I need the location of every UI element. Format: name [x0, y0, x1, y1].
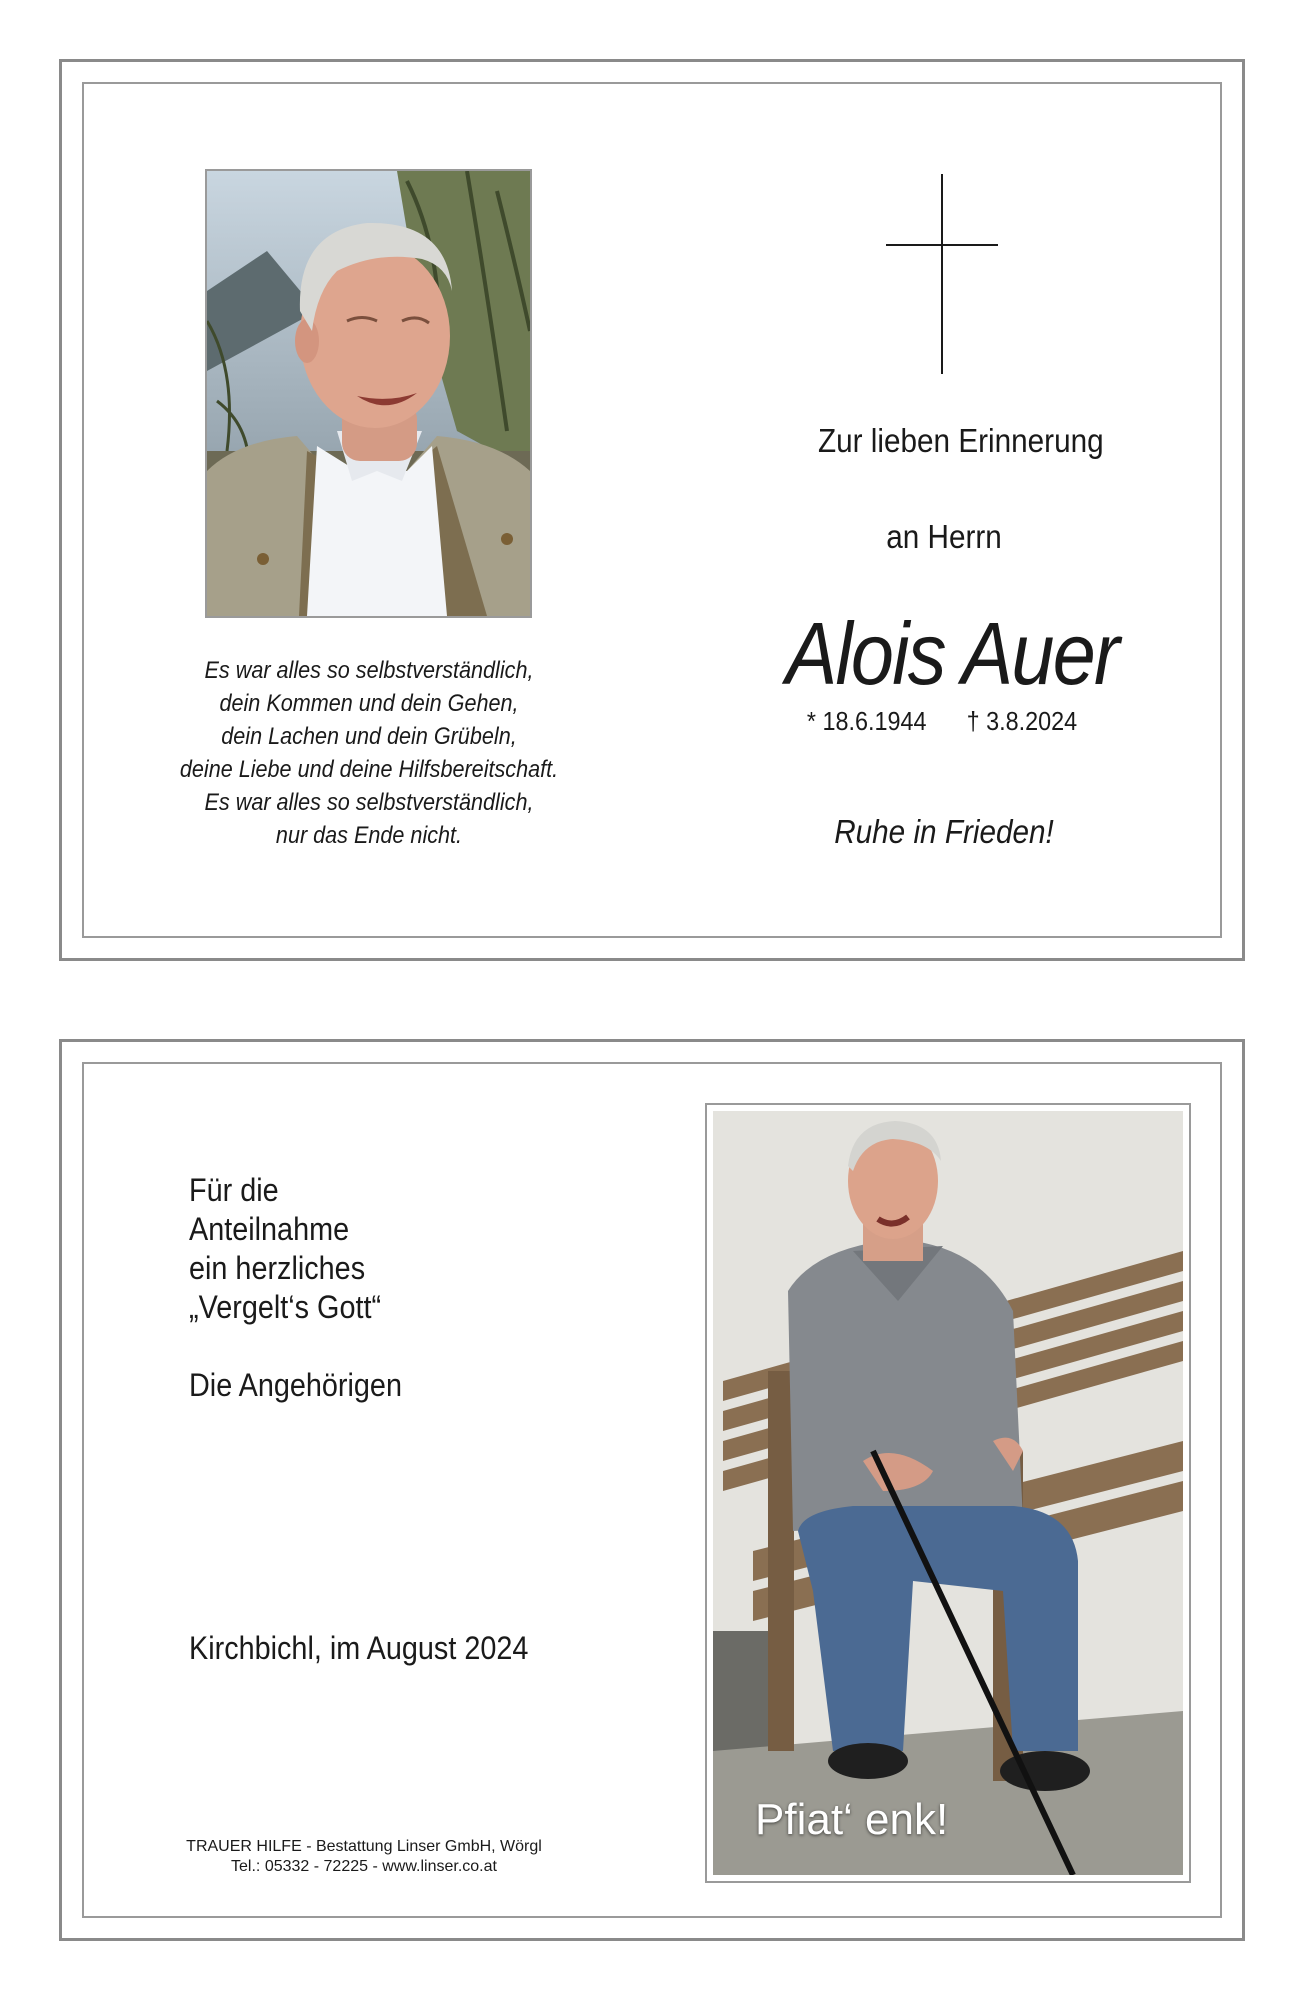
thanks-line: Für die	[189, 1172, 279, 1208]
thanks-line: Anteilnahme	[189, 1211, 350, 1247]
birth-date: * 18.6.1944	[806, 706, 927, 736]
back-card	[59, 1039, 1245, 1941]
place-date: Kirchbichl, im August 2024	[189, 1630, 529, 1666]
farewell-text: Ruhe in Frieden!	[834, 813, 1054, 850]
undertaker-name: TRAUER HILFE - Bestattung Linser GmbH, Wörgl	[186, 1838, 542, 1855]
bench-photo	[713, 1111, 1183, 1875]
thanks-line: „Vergelt‘s Gott“	[189, 1289, 382, 1325]
life-dates	[798, 706, 1086, 737]
memorial-poem	[167, 654, 572, 852]
thanks-line: ein herzliches	[189, 1250, 366, 1286]
poem-line: dein Lachen und dein Grübeln,	[221, 723, 517, 750]
photo-caption: Pfiat‘ enk!	[755, 1795, 949, 1844]
deceased-name: Alois Auer	[785, 604, 1119, 703]
cross-icon	[886, 174, 998, 374]
signed-by: Die Angehörigen	[189, 1367, 402, 1403]
thanks-text	[189, 1171, 381, 1327]
poem-line: nur das Ende nicht.	[275, 822, 463, 849]
undertaker-info	[164, 1837, 564, 1877]
back-card-inner-frame	[82, 1062, 1222, 1918]
memorial-line: Zur lieben Erinnerung	[818, 422, 1104, 459]
bench-photo-frame	[705, 1103, 1191, 1883]
death-date: † 3.8.2024	[966, 706, 1078, 736]
salutation: an Herrn	[886, 518, 1002, 555]
undertaker-contact: Tel.: 05332 - 72225 - www.linser.co.at	[231, 1858, 497, 1875]
poem-line: Es war alles so selbstverständlich,	[204, 789, 534, 816]
poem-line: Es war alles so selbstverständlich,	[204, 657, 534, 684]
portrait-photo	[205, 169, 532, 618]
front-card-inner-frame	[82, 82, 1222, 938]
poem-line: dein Kommen und dein Gehen,	[219, 690, 519, 717]
front-card	[59, 59, 1245, 961]
poem-line: deine Liebe und deine Hilfsbereitschaft.	[179, 756, 559, 783]
